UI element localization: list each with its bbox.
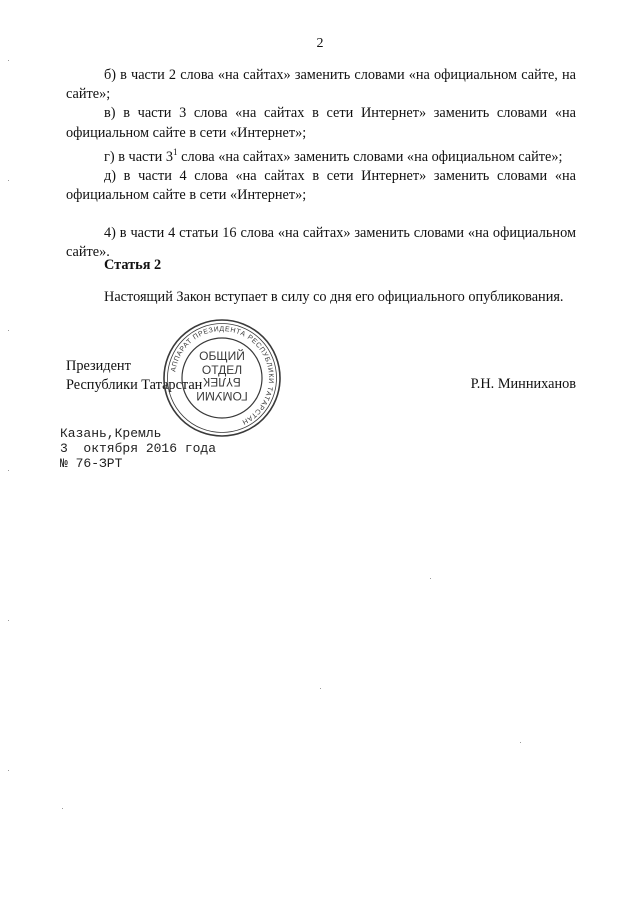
effective-date-text: Настоящий Закон вступает в силу со дня его официального опубликования. (104, 289, 564, 305)
amendment-g (66, 143, 576, 167)
scan-artifact (8, 330, 9, 331)
amendments-list (66, 66, 576, 263)
place-line: Казань,Кремль (60, 426, 162, 441)
signatory-name: Р.Н. Минниханов (470, 376, 576, 392)
seal-line3: БҮЛЕК (203, 375, 241, 389)
amendment-d: д) в части 4 слова «на сайтах в сети Интернет» заменить словами «на официальном сайте в сети «Интернет»; (66, 167, 576, 203)
law-number-line: № 76-ЗРТ (60, 456, 123, 471)
date-line: 3 октября 2016 года (60, 441, 217, 456)
scan-artifact (8, 470, 9, 471)
amendment-b: б) в части 2 слова «на сайтах» заменить словами «на официальном сайте, на сайте»; (66, 67, 576, 103)
article-heading: Статья 2 (104, 257, 162, 273)
amendment-v: в) в части 3 слова «на сайтах в сети Интернет» заменить словами «на официальном сайте в сети «Интернет»; (66, 105, 576, 141)
scan-artifact (320, 688, 321, 689)
place-date-block (60, 426, 216, 471)
seal-line4: ГОМУМИ (196, 389, 248, 403)
scan-artifact (8, 180, 9, 181)
page-number: 2 (316, 36, 324, 51)
official-seal-icon (160, 316, 284, 440)
scan-artifact (8, 60, 9, 61)
scan-artifact (430, 578, 431, 579)
amendment-4: 4) в части 4 статьи 16 слова «на сайтах» заменить словами «на официальном сайте». (66, 225, 576, 261)
signatory-title-line1: Президент (66, 358, 131, 374)
seal-ring-text: АППАРАТ ПРЕЗИДЕНТА РЕСПУБЛИКИ ТАТАРСТАН (170, 325, 275, 426)
paragraph-gap (66, 205, 576, 224)
scan-artifact (62, 808, 63, 809)
signatory-title-line2: Республики Татарстан (66, 377, 203, 393)
scan-artifact (520, 742, 521, 743)
amendment-g-text: г) в части 3 (104, 148, 174, 165)
amendment-g-rest: слова «на сайтах» заменить словами «на официальном сайте»; (177, 148, 563, 165)
scan-artifact (8, 620, 9, 621)
seal-line2: ОТДЕЛ (201, 363, 243, 377)
amendment-g-superscript: 1 (173, 146, 178, 157)
scan-artifact (8, 770, 9, 771)
seal-line1: ОБЩИЙ (199, 349, 245, 363)
